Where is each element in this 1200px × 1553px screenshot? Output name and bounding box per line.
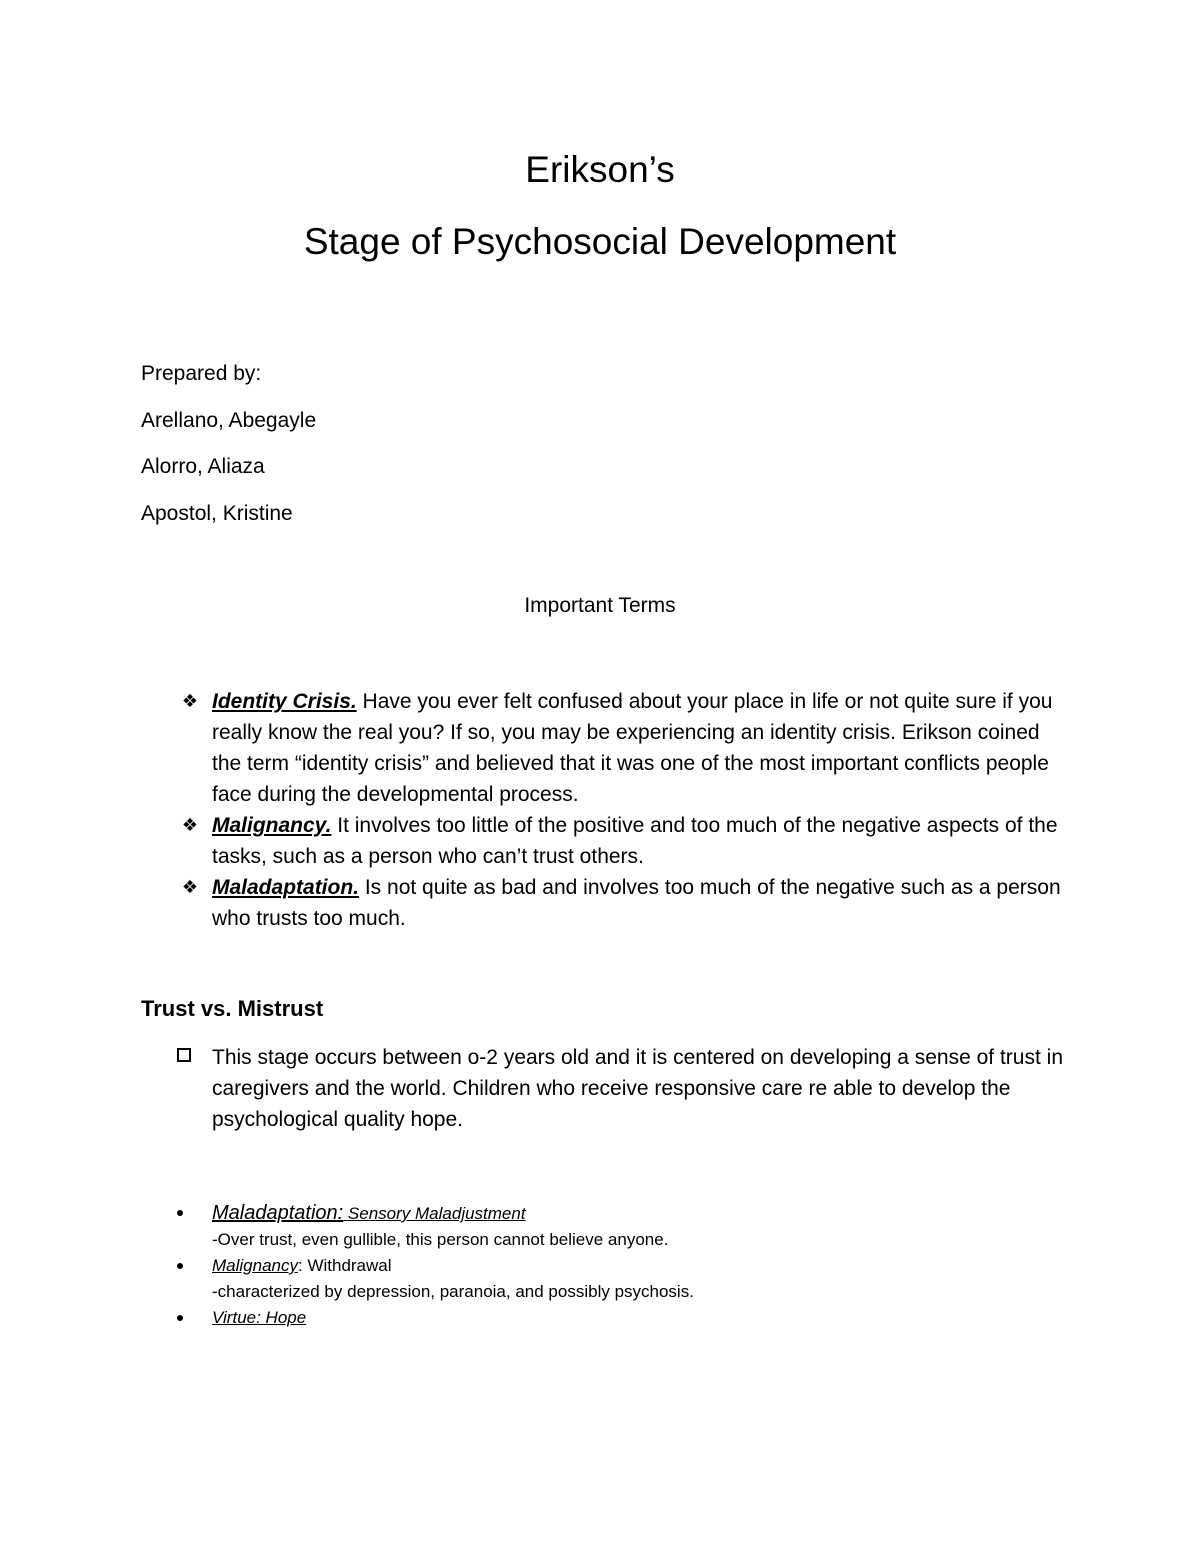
document-subtitle: Stage of Psychosocial Development [303, 221, 897, 262]
diamond-bullet-icon: ❖ [181, 815, 199, 836]
detail-label: Maladaptation: [212, 1202, 344, 1224]
detail-note: -characterized by depression, paranoia, and possibly psychosis. [212, 1282, 694, 1301]
bullet-dot-icon [177, 1263, 183, 1269]
detail-note: -Over trust, even gullible, this person cannot believe anyone. [212, 1230, 669, 1249]
bullet-dot-icon [177, 1210, 183, 1216]
prepared-by-label: Prepared by: [141, 362, 262, 385]
important-terms-heading: Important Terms [524, 594, 676, 617]
checkbox-bullet-icon [177, 1048, 191, 1062]
diamond-bullet-icon: ❖ [181, 877, 199, 898]
detail-label: Virtue: Hope [212, 1308, 307, 1327]
detail-item-malignancy [212, 1253, 1072, 1305]
detail-label: Malignancy [212, 1256, 298, 1275]
term-definition: Have you ever felt confused about your place in life or not quite sure if you really know the real you? If so, you may be experiencing an identity crisis. Erikson coined the term “identity crisis” and believed that it was one of the most important conflicts people face during the developmental process. [212, 690, 1053, 806]
detail-value: : Withdrawal [298, 1256, 392, 1275]
document-title: Erikson’s [525, 149, 675, 190]
author-name: Alorro, Aliaza [141, 455, 265, 478]
term-definition: It involves too little of the positive and too much of the negative aspects of the tasks, such as a person who can’t trust others. [212, 814, 1058, 868]
important-terms-list [181, 686, 1072, 934]
detail-value: Sensory Maladjustment [343, 1204, 526, 1223]
bullet-dot-icon [177, 1315, 183, 1321]
term-item-identity-crisis [181, 686, 1072, 810]
term-name: Maladaptation. [212, 876, 360, 899]
stage-details-list [212, 1200, 1072, 1331]
term-name: Malignancy. [212, 814, 332, 837]
author-name: Apostol, Kristine [141, 502, 293, 525]
diamond-bullet-icon: ❖ [181, 691, 199, 712]
author-name: Arellano, Abegayle [141, 409, 317, 432]
term-name: Identity Crisis. [212, 690, 357, 713]
term-item-malignancy [181, 810, 1072, 872]
stage-heading: Trust vs. Mistrust [141, 996, 324, 1021]
stage-description: This stage occurs between o-2 years old and it is centered on developing a sense of trust in caregivers and the world. Children who receive responsive care re able to develop the psychological quality hope. [212, 1046, 1063, 1131]
stage-description-item [212, 1042, 1082, 1135]
detail-item-virtue [212, 1305, 1072, 1331]
term-item-maladaptation [181, 872, 1072, 934]
detail-item-maladaptation [212, 1200, 1072, 1253]
term-definition: Is not quite as bad and involves too much of the negative such as a person who trusts too much. [212, 876, 1061, 930]
